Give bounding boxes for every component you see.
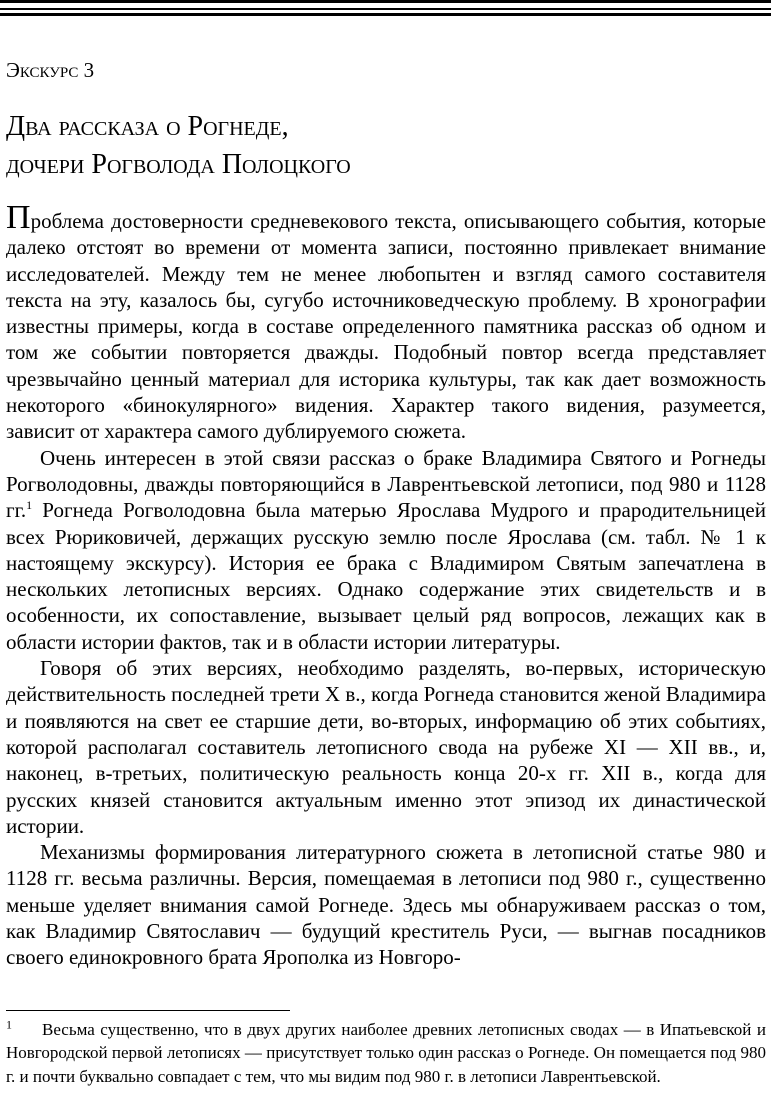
paragraph-3: Говоря об этих версиях, необходимо разделять, во-первых, историческую действительность последней трети X в., когда Рогнеда становится женой Владимира и появляются на свет ее старшие дети, во-вторых, информацию об этих событиях, которой располагал составитель летописного свода на рубеже XI — XII вв., и, наконец, в-третьих, политическую реальность конца 20-х гг. XII в., когда для русских князей становится актуальным именно этот эпизод их династической истории. (6, 656, 766, 838)
top-rule-bottom (0, 13, 771, 16)
footnote (6, 1018, 766, 1088)
top-rule-middle (0, 8, 771, 10)
paragraph-2-before-ref: Очень интересен в этой связи рассказ о браке Владимира Святого и Рогнеды Рогволодовны, дважды повторяющийся в Лаврентьевской летописи, под 980 и 1128 гг. (6, 445, 766, 523)
footnote-text: Весьма существенно, что в двух других наиболее древних летописных сводах — в Ипатьевской и Новгородской первой летописях — присутствует только один рассказ о Рогнеде. Он помещается под 980 г. и почти буквально совпадает с тем, что мы видим под 980 г. в летописи Лаврентьевской. (6, 1020, 766, 1086)
paragraph-1: Проблема достоверности средневекового текста, описывающего события, которые далеко отстоят во времени от момента записи, постоянно привлекает внимание исследователей. Между тем не менее любопытен и взгляд самого составителя текста на эту, казалось бы, сугубо источниковедческую проблему. В хронографии известны примеры, когда в составе определенного памятника рассказ об одном и том же событии повторяется дважды. Подобный повтор всегда представляет чрезвычайно ценный материал для историка культуры, так как дает возможность некоторого «бинокулярного» видения. Характер такого видения, разумеется, зависит от характера самого дублируемого сюжета. (6, 199, 766, 444)
footnote-reference[interactable]: 1 (26, 498, 33, 513)
chapter-title-line-2: дочери Рогволода Полоцкого (6, 149, 351, 180)
footnote-number: 1 (6, 1017, 12, 1032)
chapter-title (6, 108, 746, 184)
paragraph-4: Механизмы формирования литературного сюжета в летописной статье 980 и 1128 гг. весьма различны. Версия, помещаемая в летописи под 980 г., существенно меньше уделяет внимания самой Рогнеде. Здесь мы обнаруживаем рассказ о том, как Владимир Святославич — будущий креститель Руси, — выгнав посадников своего единокровного брата Ярополка из Новгоро- (6, 840, 766, 970)
body-text (6, 199, 766, 971)
chapter-title-line-1: Два рассказа о Рогнеде, (6, 111, 289, 142)
paragraph-2-after-ref: Рогнеда Рогволодовна была матерью Ярослава Мудрого и прародительницей всех Рюриковичей, держащих русскую землю после Ярослава (см. табл. № 1 к настоящему экскурсу). История ее брака с Владимиром Святым запечатлена в нескольких летописных версиях. Однако содержание этих свидетельств и в особенности, их сопоставление, вызывает целый ряд вопросов, лежащих как в области истории фактов, так и в области истории литературы. (6, 498, 766, 654)
paragraph-2 (6, 445, 766, 655)
footnote-divider (6, 1010, 290, 1011)
section-label: Экскурс 3 (6, 58, 95, 82)
top-rule-thick (0, 0, 771, 3)
